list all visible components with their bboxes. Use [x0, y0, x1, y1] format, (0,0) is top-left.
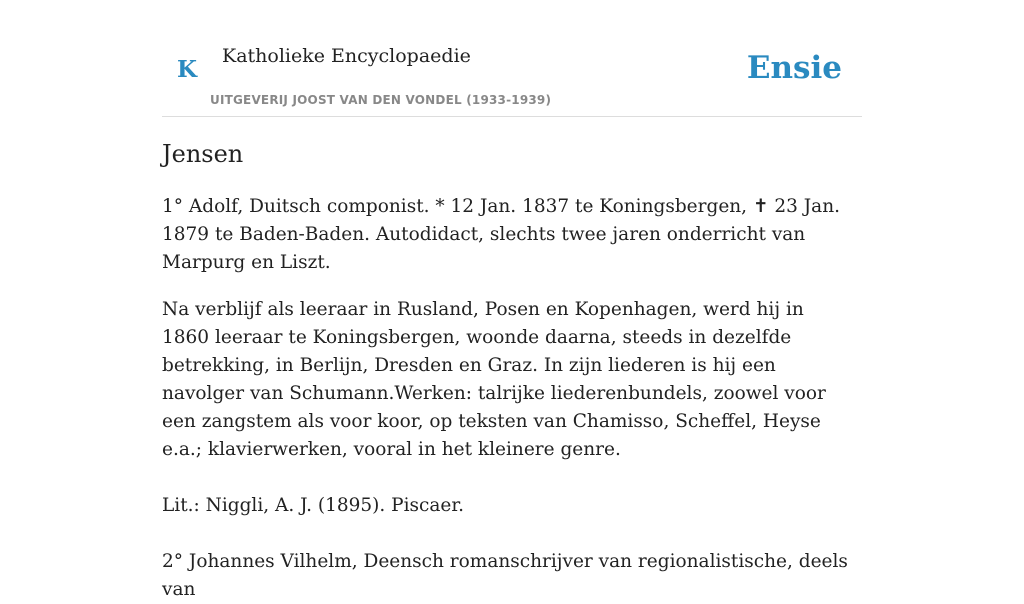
article-paragraph: 1° Adolf, Duitsch componist. * 12 Jan. 1837 te Koningsbergen, ✝ 23 Jan. 1879 te Baden-Baden. Autodidact, slechts twee jaren onderricht van Marpurg en Liszt.: [162, 196, 840, 273]
article: [162, 138, 852, 604]
article-title: Jensen: [162, 140, 244, 168]
article-paragraph: Na verblijf als leeraar in Rusland, Posen en Kopenhagen, werd hij in 1860 leeraar te Koningsbergen, woonde daarna, steeds in dezelfde betrekking, in Berlijn, Dresden en Graz. In zijn liederen is hij een navolger van Schumann.Werken: talrijke liederenbundels, zoowel voor een zangstem als voor koor, op teksten van Chamisso, Scheffel, Heyse e.a.; klavierwerken, vooral in het kleinere genre.: [162, 299, 826, 460]
publisher-label: UITGEVERIJ JOOST VAN DEN VONDEL (1933-1939): [210, 93, 552, 107]
article-paragraph: Lit.: Niggli, A. J. (1895). Piscaer.: [162, 495, 465, 516]
article-paragraph: 2° Johannes Vilhelm, Deensch romanschrijver van regionalistische, deels van: [162, 551, 848, 600]
encyclopedia-logo[interactable]: K: [177, 56, 197, 83]
ensie-brand-link[interactable]: Ensie: [746, 50, 842, 86]
book-title[interactable]: Katholieke Encyclopaedie: [222, 45, 471, 67]
site-header: [162, 0, 862, 117]
